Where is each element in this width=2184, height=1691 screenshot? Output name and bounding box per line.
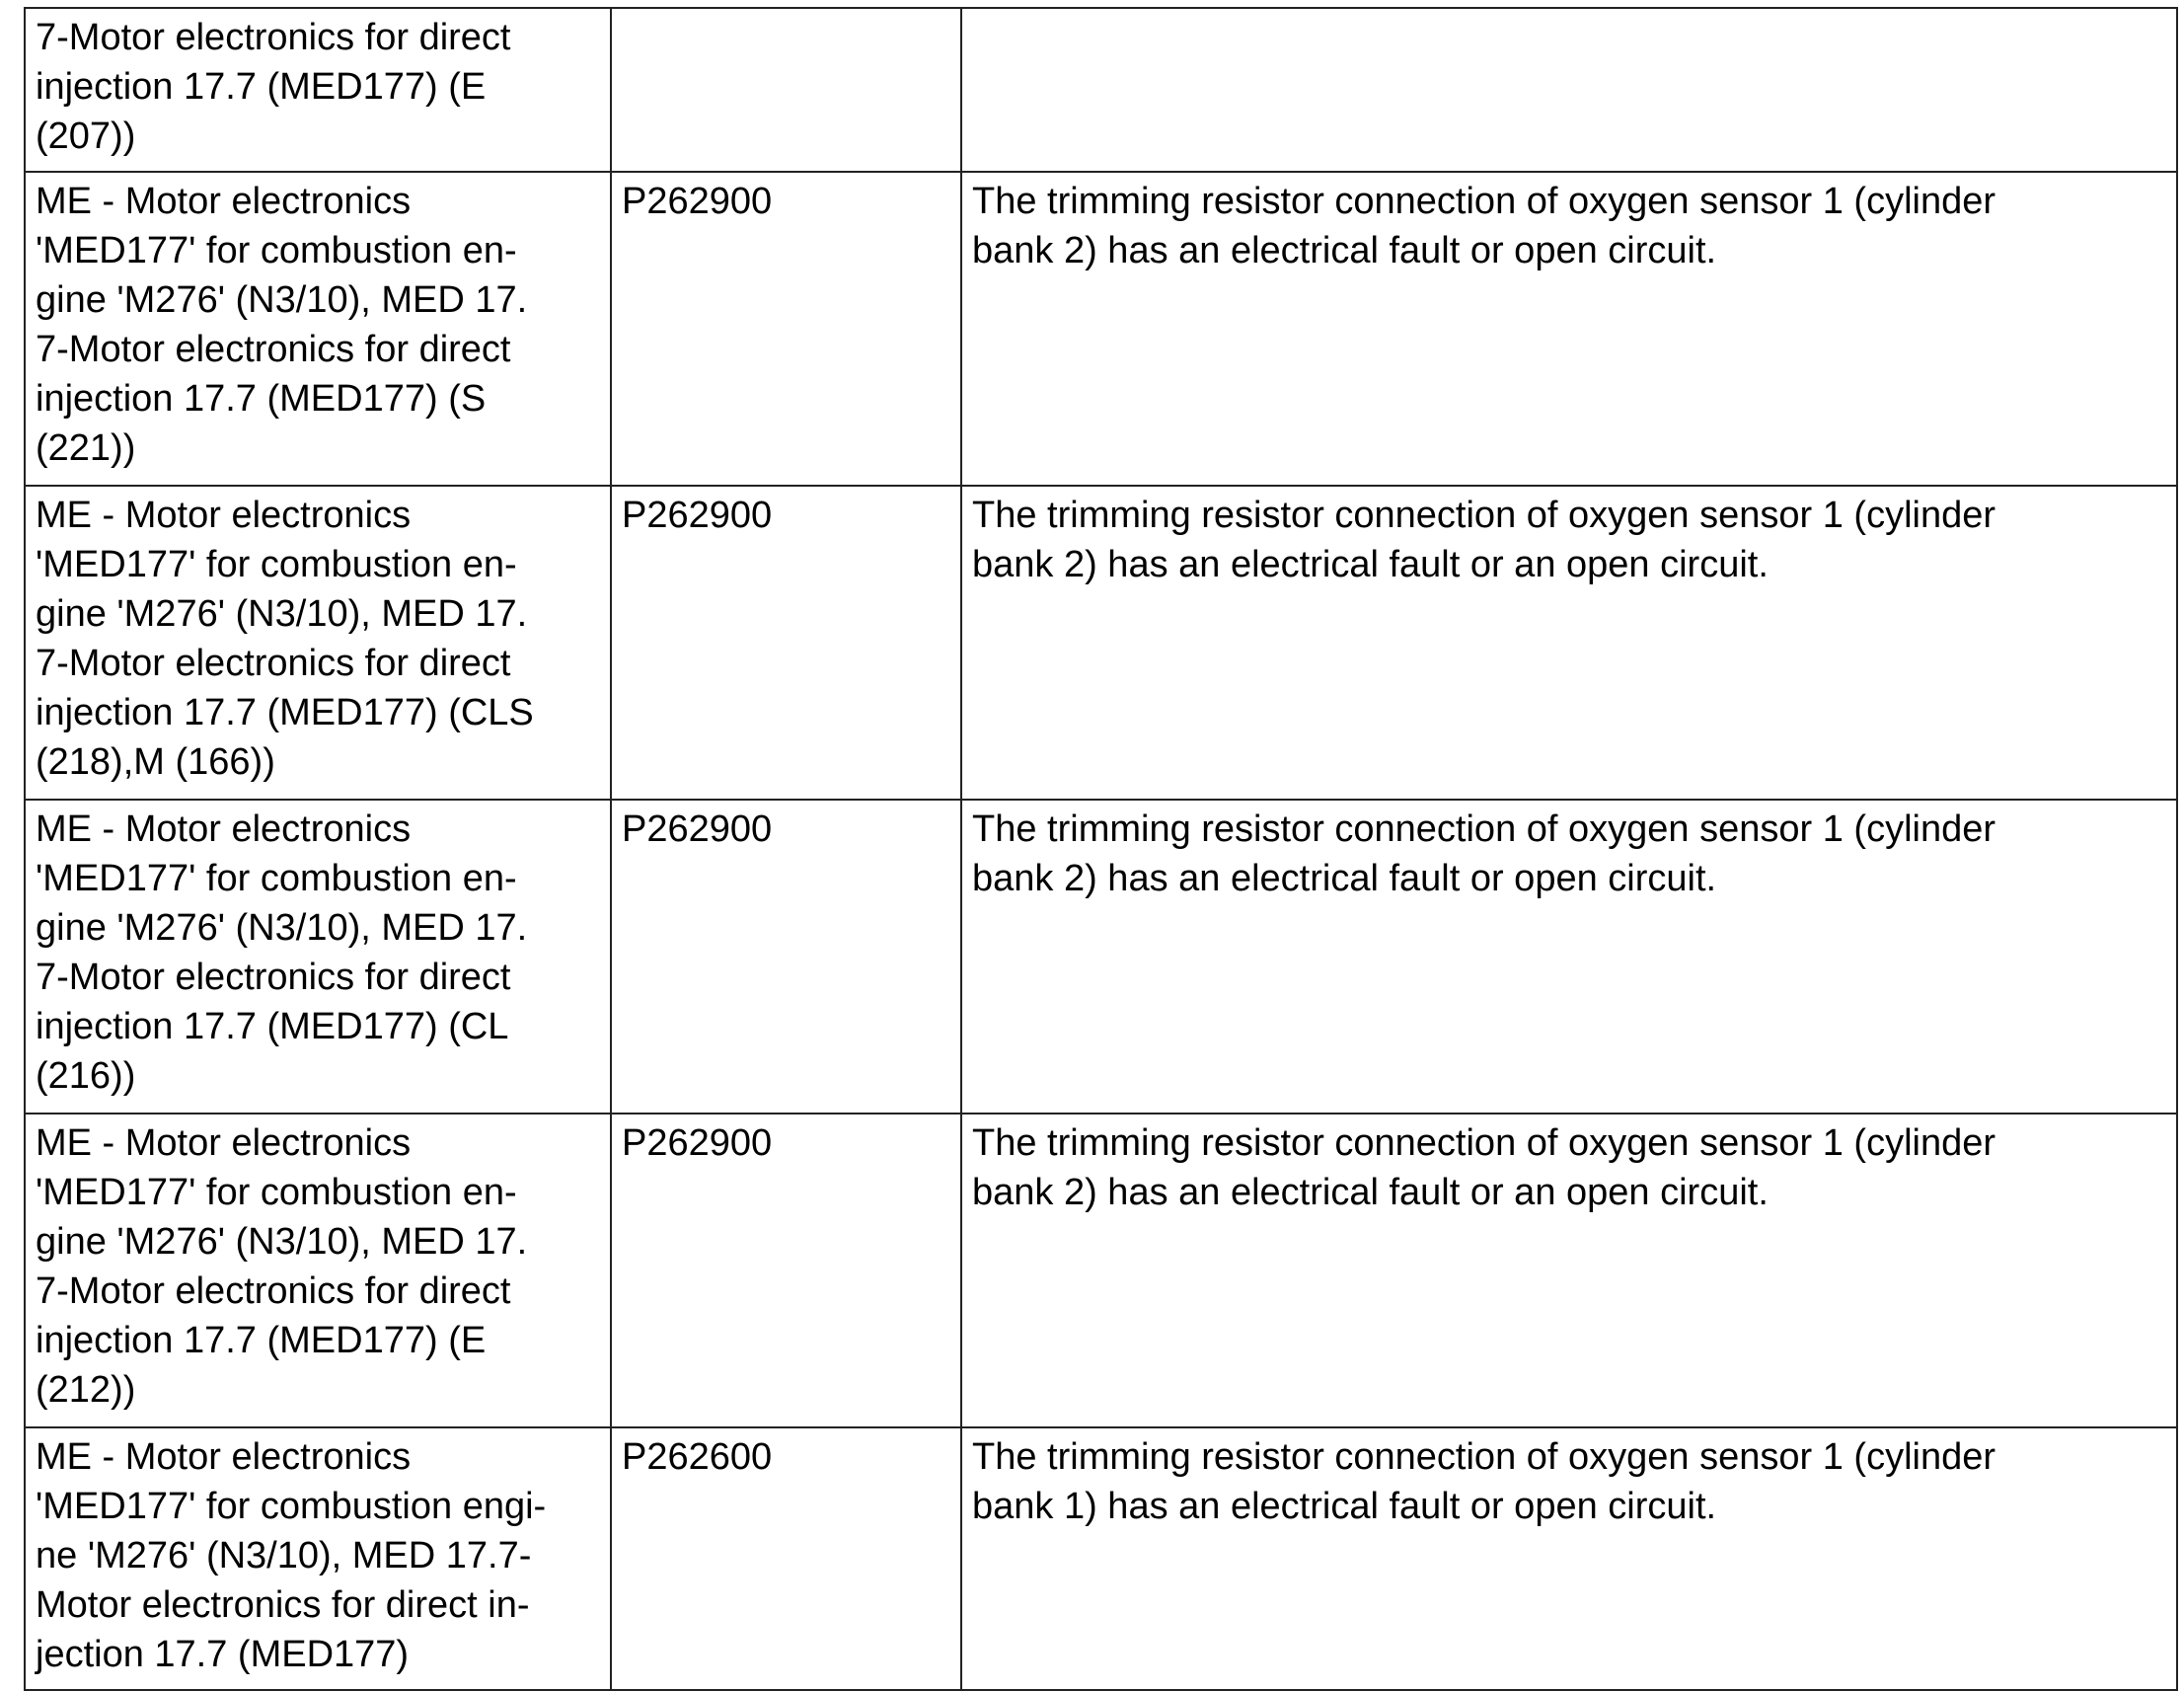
system-cell	[25, 172, 611, 486]
system-line: gine 'M276' (N3/10), MED 17.	[36, 593, 528, 635]
fault-code: P262900	[622, 181, 773, 222]
fault-code-cell	[611, 1427, 961, 1690]
table-row	[25, 172, 2177, 486]
system-line: gine 'M276' (N3/10), MED 17.	[36, 907, 528, 949]
system-line: gine 'M276' (N3/10), MED 17.	[36, 1221, 528, 1263]
table-row	[25, 800, 2177, 1114]
fault-code-cell	[611, 8, 961, 172]
system-line: 'MED177' for combustion engi-	[36, 1486, 547, 1527]
table-row	[25, 1114, 2177, 1427]
system-line: ne 'M276' (N3/10), MED 17.7-	[36, 1535, 532, 1576]
system-cell	[25, 1427, 611, 1690]
system-cell	[25, 800, 611, 1114]
system-line: (221))	[36, 427, 136, 469]
fault-text-line: The trimming resistor connection of oxygen sensor 1 (cylinder	[972, 1436, 1996, 1478]
system-line: injection 17.7 (MED177) (CLS	[36, 692, 534, 733]
fault-text-cell	[961, 8, 2177, 172]
system-line: (207))	[36, 115, 136, 157]
fault-text-cell	[961, 172, 2177, 486]
fault-code-table	[24, 7, 2178, 1691]
system-line: injection 17.7 (MED177) (E	[36, 1320, 487, 1361]
fault-text-line: bank 2) has an electrical fault or an open circuit.	[972, 544, 1769, 585]
fault-text-line: The trimming resistor connection of oxygen sensor 1 (cylinder	[972, 1122, 1996, 1164]
system-line: ME - Motor electronics	[36, 181, 412, 222]
system-line: 7-Motor electronics for direct	[36, 329, 511, 370]
system-line: jection 17.7 (MED177)	[36, 1634, 410, 1675]
system-line: injection 17.7 (MED177) (S	[36, 378, 487, 420]
fault-text-line: The trimming resistor connection of oxygen sensor 1 (cylinder	[972, 181, 1996, 222]
table-row	[25, 8, 2177, 172]
system-line: 'MED177' for combustion en-	[36, 230, 517, 271]
system-line: 7-Motor electronics for direct	[36, 17, 511, 58]
fault-text-line: The trimming resistor connection of oxygen sensor 1 (cylinder	[972, 495, 1996, 536]
system-line: 7-Motor electronics for direct	[36, 643, 511, 684]
fault-code-cell	[611, 486, 961, 800]
system-line: 7-Motor electronics for direct	[36, 1270, 511, 1312]
system-line: (218),M (166))	[36, 741, 275, 783]
system-line: ME - Motor electronics	[36, 1436, 412, 1478]
system-line: 'MED177' for combustion en-	[36, 544, 517, 585]
system-line: 'MED177' for combustion en-	[36, 1172, 517, 1213]
system-line: Motor electronics for direct in-	[36, 1584, 530, 1626]
system-line: injection 17.7 (MED177) (E	[36, 66, 487, 108]
fault-code-cell	[611, 1114, 961, 1427]
system-cell	[25, 1114, 611, 1427]
table-row	[25, 1427, 2177, 1690]
fault-text-cell	[961, 486, 2177, 800]
fault-code: P262600	[622, 1436, 773, 1478]
system-line: (216))	[36, 1055, 136, 1097]
system-line: 'MED177' for combustion en-	[36, 858, 517, 899]
system-line: 7-Motor electronics for direct	[36, 957, 511, 998]
document-page	[24, 7, 2176, 1680]
system-line: (212))	[36, 1369, 136, 1411]
fault-text-line: bank 2) has an electrical fault or open circuit.	[972, 858, 1717, 899]
fault-code: P262900	[622, 1122, 773, 1164]
fault-text-cell	[961, 1427, 2177, 1690]
fault-text-cell	[961, 800, 2177, 1114]
fault-code-cell	[611, 800, 961, 1114]
table-row	[25, 486, 2177, 800]
fault-text-line: The trimming resistor connection of oxygen sensor 1 (cylinder	[972, 808, 1996, 850]
fault-text-line: bank 1) has an electrical fault or open circuit.	[972, 1486, 1717, 1527]
fault-text-line: bank 2) has an electrical fault or an open circuit.	[972, 1172, 1769, 1213]
fault-text-cell	[961, 1114, 2177, 1427]
fault-code: P262900	[622, 808, 773, 850]
system-cell	[25, 486, 611, 800]
system-line: injection 17.7 (MED177) (CL	[36, 1006, 509, 1047]
system-line: ME - Motor electronics	[36, 495, 412, 536]
fault-text-line: bank 2) has an electrical fault or open circuit.	[972, 230, 1717, 271]
system-cell	[25, 8, 611, 172]
fault-code-cell	[611, 172, 961, 486]
fault-code: P262900	[622, 495, 773, 536]
system-line: gine 'M276' (N3/10), MED 17.	[36, 279, 528, 321]
system-line: ME - Motor electronics	[36, 808, 412, 850]
system-line: ME - Motor electronics	[36, 1122, 412, 1164]
